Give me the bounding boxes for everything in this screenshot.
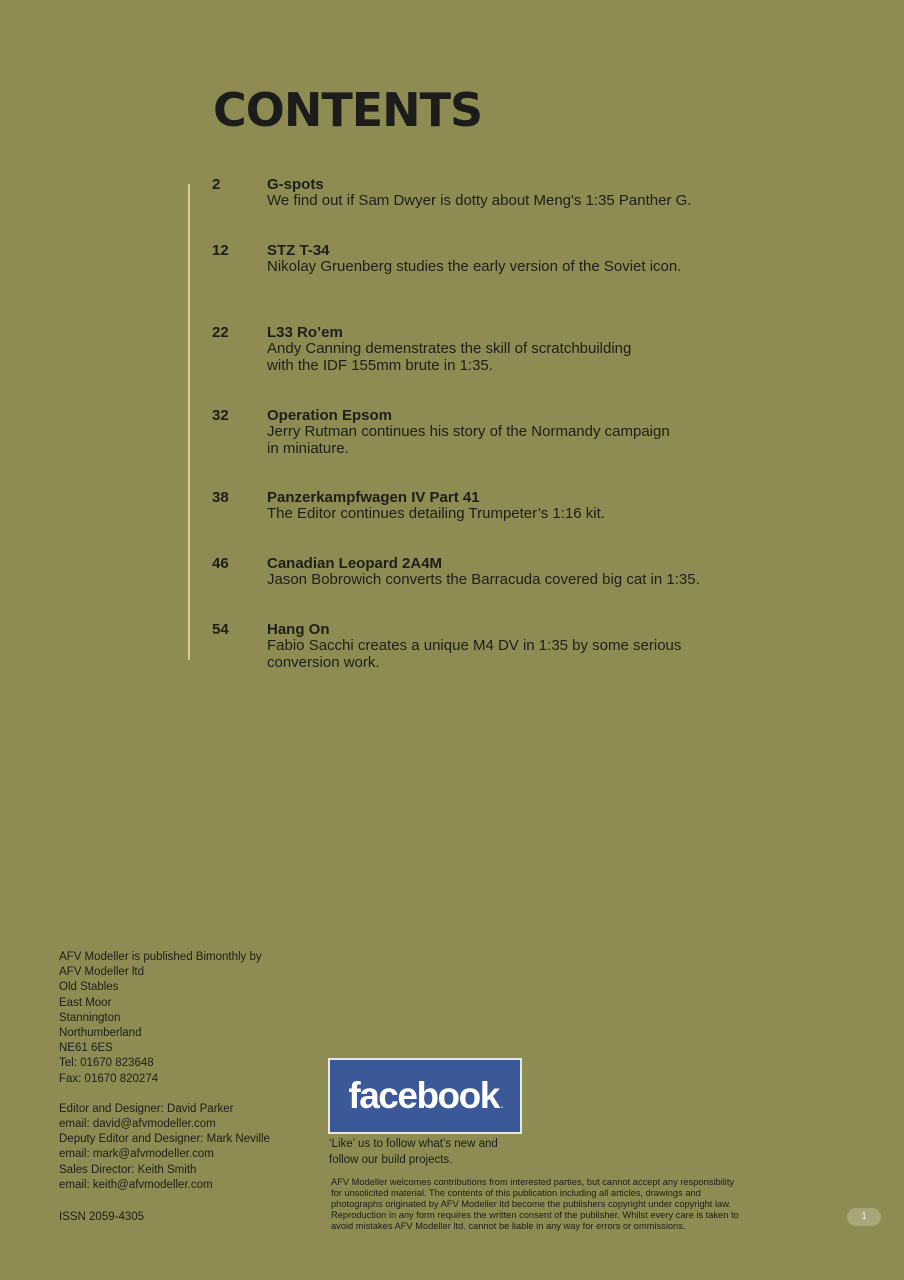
facebook-logo-link[interactable] <box>328 1058 522 1134</box>
staff-email-link[interactable]: email: david@afvmodeller.com <box>59 1118 216 1131</box>
page-number-badge: 1 <box>847 1208 881 1226</box>
staff-line: Editor and Designer: David Parker <box>59 1102 234 1115</box>
facebook-logo-text: facebook <box>348 1075 499 1116</box>
entry-page-number: 54 <box>212 621 229 638</box>
entry-description: Fabio Sacchi creates a unique M4 DV in 1:35 by some serious conversion work. <box>267 637 682 671</box>
publisher-phone: Tel: 01670 823648 <box>59 1057 154 1070</box>
facebook-caption: ‘Like’ us to follow what’s new and follow our build projects. <box>329 1138 498 1166</box>
entry-heading: STZ T-34 <box>267 242 330 259</box>
staff-email-link[interactable]: email: mark@afvmodeller.com <box>59 1148 214 1161</box>
publisher-line: AFV Modeller is published Bimonthly by <box>59 951 262 963</box>
page-title: CONTENTS <box>213 83 483 137</box>
publisher-line: AFV Modeller ltd <box>59 966 145 979</box>
entry-page-number: 38 <box>212 489 229 506</box>
entry-description: Andy Canning demenstrates the skill of scratchbuilding with the IDF 155mm brute in 1:35. <box>267 340 632 374</box>
staff-email-link[interactable]: email: keith@afvmodeller.com <box>59 1178 213 1191</box>
entry-heading: L33 Ro’em <box>267 324 343 341</box>
entry-description: Jerry Rutman continues his story of the Normandy campaign in miniature. <box>267 423 670 457</box>
contents-divider-line <box>188 184 190 660</box>
entry-heading: Operation Epsom <box>267 407 393 424</box>
entry-page-number: 12 <box>212 242 229 259</box>
issn: ISSN 2059-4305 <box>59 1211 145 1223</box>
facebook-logo-mark: . <box>500 1101 502 1110</box>
publisher-line: NE61 6ES <box>59 1042 113 1055</box>
entry-heading: G-spots <box>267 176 324 193</box>
staff-line: Sales Director: Keith Smith <box>59 1163 197 1176</box>
entry-heading: Panzerkampfwagen IV Part 41 <box>267 489 480 506</box>
publisher-fax: Fax: 01670 820274 <box>59 1072 159 1085</box>
entry-page-number: 46 <box>212 555 229 572</box>
disclaimer: AFV Modeller welcomes contributions from interested parties, but cannot accept any responsibility for unsolicited material. The contents of this publication including all articles, drawings and photographs originated by AFV Modeller ltd become the publishers copyright under copyright law. Reproduction in any form requires the written consent of the publisher. Whilst every care is taken to avoid mistakes AFV Modeller ltd. cannot be liable in any way for errors or ommissions. <box>331 1177 739 1231</box>
entry-page-number: 32 <box>212 407 229 424</box>
publisher-info <box>59 950 309 1193</box>
entry-description: Jason Bobrowich converts the Barracuda covered big cat in 1:35. <box>267 571 700 588</box>
staff-line: Deputy Editor and Designer: Mark Neville <box>59 1133 270 1146</box>
publisher-line: Stannington <box>59 1011 121 1024</box>
entry-page-number: 22 <box>212 324 229 341</box>
entry-page-number: 2 <box>212 176 221 193</box>
entry-description: We find out if Sam Dwyer is dotty about Meng's 1:35 Panther G. <box>267 192 692 209</box>
publisher-line: East Moor <box>59 996 112 1009</box>
entry-heading: Canadian Leopard 2A4M <box>267 555 443 572</box>
publisher-line: Northumberland <box>59 1027 142 1040</box>
publisher-line: Old Stables <box>59 981 119 994</box>
entry-description: The Editor continues detailing Trumpeter’s 1:16 kit. <box>267 505 605 522</box>
entry-heading: Hang On <box>267 621 330 638</box>
entry-description: Nikolay Gruenberg studies the early version of the Soviet icon. <box>267 258 682 275</box>
